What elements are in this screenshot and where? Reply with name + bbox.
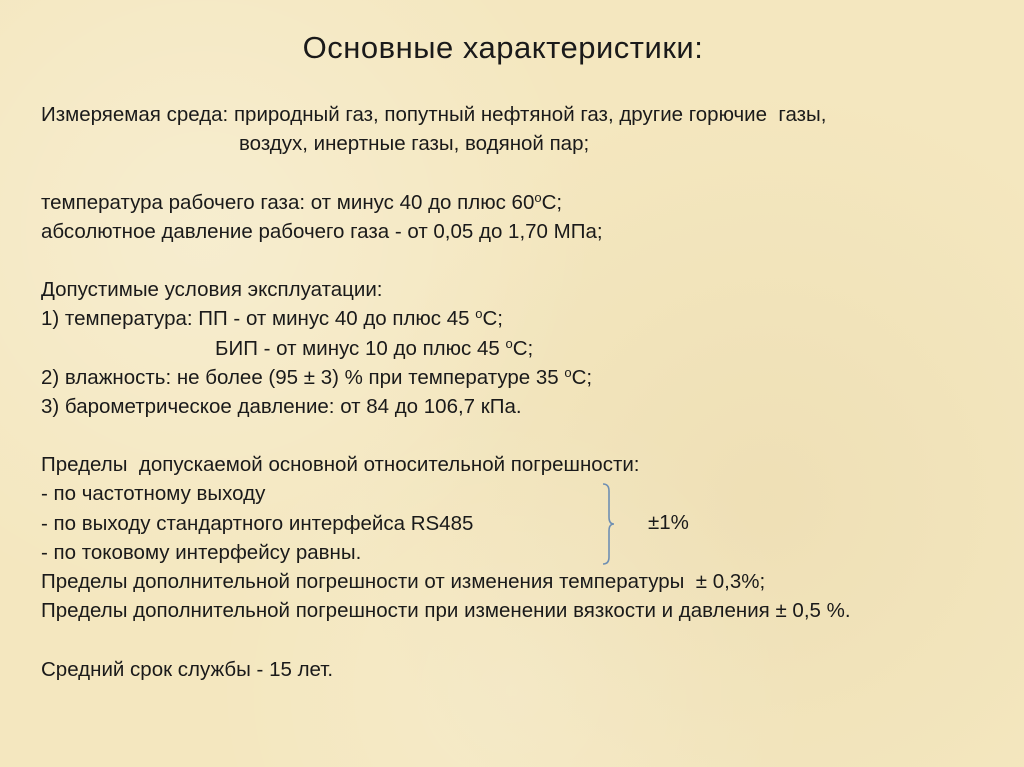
characteristics-body <box>41 100 851 684</box>
degree-unit: С; <box>571 365 593 389</box>
degree-unit: С; <box>482 307 503 331</box>
degree-superscript: о <box>564 364 572 380</box>
condition-temp-pp <box>41 304 851 333</box>
degree-superscript: о <box>475 306 483 322</box>
error-limits-group <box>41 479 851 567</box>
degree-superscript: о <box>534 189 542 205</box>
medium-line-2: воздух, инертные газы, водяной пар; <box>239 132 590 156</box>
condition-humidity-text: 2) влажность: не более (95 ± 3) % при температуре 35 <box>41 365 565 389</box>
slide-title-text: Основные характеристики: <box>302 30 704 65</box>
condition-humidity <box>41 363 851 392</box>
error-item-current: - по токовому интерфейсу равны. <box>41 540 362 564</box>
medium-line-1: Измеряемая среда: природный газ, попутный нефтяной газ, другие горючие газы, <box>41 103 827 126</box>
degree-unit: С; <box>512 336 534 360</box>
degree-superscript: о <box>505 335 513 351</box>
slide-title <box>0 30 1024 66</box>
spacer <box>41 625 851 654</box>
conditions-heading: Допустимые условия эксплуатации: <box>41 278 383 302</box>
condition-temp-bip <box>41 334 851 363</box>
error-temperature-change: Пределы дополнительной погрешности от изменения температуры ± 0,3%; <box>41 570 766 593</box>
curly-brace-icon <box>601 483 615 565</box>
gas-pressure: абсолютное давление рабочего газа - от 0,05 до 1,70 МПа; <box>41 219 603 243</box>
gas-temperature-unit: С; <box>541 190 563 214</box>
spacer <box>41 421 851 450</box>
error-limits-heading: Пределы допускаемой основной относительной погрешности: <box>41 453 640 477</box>
error-viscosity-pressure: Пределы дополнительной погрешности при изменении вязкости и давления ± 0,5 %. <box>41 599 851 623</box>
condition-pressure: 3) барометрическое давление: от 84 до 106,7 кПа. <box>41 394 522 418</box>
error-item-frequency: - по частотному выходу <box>41 482 266 506</box>
error-item-rs485: - по выходу стандартного интерфейса RS485 <box>41 511 474 535</box>
spacer <box>41 246 851 275</box>
spacer <box>41 158 851 187</box>
gas-temperature-text: температура рабочего газа: от минус 40 до плюс 60 <box>41 190 535 214</box>
condition-temp-pp-text: 1) температура: ПП - от минус 40 до плюс 45 <box>41 307 476 331</box>
error-value: ±1% <box>648 511 689 535</box>
service-life: Средний срок службы - 15 лет. <box>41 657 334 681</box>
gas-temperature <box>41 188 851 217</box>
condition-temp-bip-text: БИП - от минус 10 до плюс 45 <box>215 336 506 360</box>
